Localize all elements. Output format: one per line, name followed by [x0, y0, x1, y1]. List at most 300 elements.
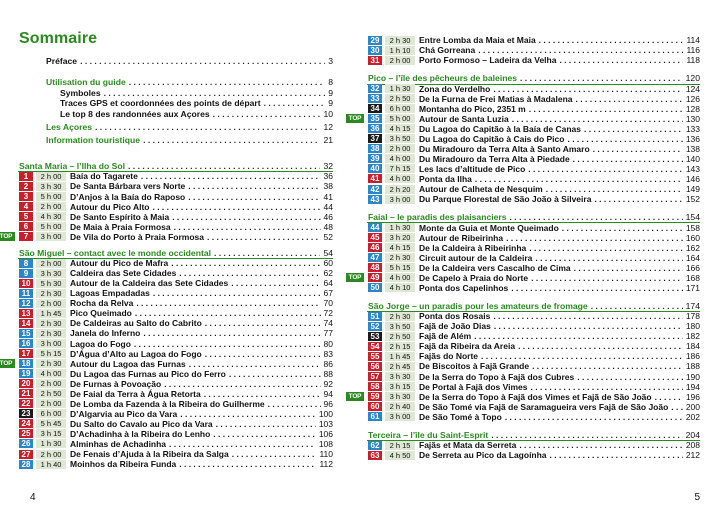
leader-dots — [493, 84, 683, 94]
toc-entry-page: 3 — [328, 56, 333, 66]
route-duration: 4 h 00 — [385, 174, 415, 183]
route-duration: 3 h 00 — [385, 412, 415, 421]
route-page: 96 — [323, 398, 333, 409]
route-duration: 1 h 45 — [36, 309, 66, 318]
route-page: 103 — [318, 418, 333, 429]
route-row — [370, 321, 700, 332]
route-page: 92 — [323, 378, 333, 389]
route-row — [370, 133, 700, 144]
route-name: De Santa Bárbara vers Norte — [70, 181, 186, 192]
route-page: 182 — [685, 331, 700, 342]
route-duration: 2 h 00 — [36, 299, 66, 308]
route-row — [370, 361, 700, 372]
front-matter-list — [46, 56, 333, 146]
leader-dots — [574, 263, 683, 273]
route-page: 74 — [323, 318, 333, 329]
leader-dots — [529, 243, 683, 253]
route-page: 136 — [685, 133, 700, 144]
leader-dots — [511, 283, 683, 293]
route-name: Fajã de Além — [419, 331, 472, 342]
route-duration: 5 h 00 — [36, 222, 66, 231]
route-row — [23, 258, 333, 269]
route-page: 48 — [323, 221, 333, 232]
page-number-left: 4 — [30, 492, 36, 503]
route-name: Du Lagoa do Capitão à Cais do Pico — [419, 133, 565, 144]
leader-dots — [136, 298, 320, 308]
route-page: 126 — [685, 93, 700, 104]
route-row — [21, 328, 333, 339]
section-heading-page: 120 — [685, 73, 700, 84]
leader-dots — [474, 331, 683, 341]
leader-dots — [491, 430, 682, 440]
leader-dots — [519, 440, 682, 450]
route-duration: 2 h 30 — [385, 253, 415, 262]
route-duration: 2 h 00 — [36, 259, 66, 268]
route-duration: 3 h 15 — [385, 382, 415, 391]
route-number: 10 — [19, 279, 33, 288]
route-name: De Serreta au Pico da Lagoínha — [419, 450, 547, 461]
toc-entry — [46, 77, 333, 87]
top-badge: TOP — [0, 232, 15, 241]
toc-entry-label: Le top 8 des randonnées aux Açores — [60, 108, 210, 119]
route-duration: 1 h 10 — [385, 46, 415, 55]
route-duration: 2 h 20 — [385, 185, 415, 194]
route-row — [21, 288, 333, 299]
route-duration: 4 h 00 — [385, 154, 415, 163]
route-row — [21, 449, 333, 460]
route-page: 72 — [323, 308, 333, 319]
route-page: 118 — [686, 55, 700, 66]
top-badge: TOP — [346, 392, 364, 401]
leader-dots — [214, 248, 320, 258]
leader-dots — [129, 77, 325, 87]
route-page: 44 — [323, 201, 333, 212]
route-name: Fajã de João Dias — [419, 321, 491, 332]
leader-dots — [141, 171, 321, 181]
route-name: Autour de Ribeirinha — [419, 232, 504, 243]
toc-entry-label: Traces GPS et coordonnées des points de départ — [60, 98, 261, 109]
route-number: 25 — [19, 429, 33, 438]
route-name: De la Serra do Topo à Fajã dos Cubres — [419, 371, 575, 382]
section-heading-page: 32 — [323, 161, 333, 171]
route-row — [370, 381, 700, 392]
leader-dots — [229, 369, 321, 379]
route-duration: 3 h 15 — [36, 429, 66, 438]
route-duration: 3 h 00 — [385, 195, 415, 204]
leader-dots — [593, 144, 683, 154]
route-row — [370, 401, 700, 412]
route-row — [370, 371, 700, 382]
route-row — [370, 45, 700, 56]
route-name: Lagoas Empadadas — [70, 288, 150, 299]
route-duration: 2 h 00 — [36, 450, 66, 459]
route-duration: 4 h 10 — [385, 283, 415, 292]
toc-entry — [46, 88, 333, 98]
route-number: 22 — [19, 399, 33, 408]
route-page: 52 — [323, 231, 333, 242]
section-heading-page: 154 — [685, 212, 700, 223]
route-name: Du Parque Florestal de São João à Silveira — [419, 194, 592, 205]
route-number: 13 — [19, 309, 33, 318]
route-number: 47 — [368, 253, 382, 262]
route-page: 188 — [685, 361, 700, 372]
route-row — [21, 398, 333, 409]
route-page: 46 — [323, 211, 333, 222]
leader-dots — [213, 109, 321, 119]
route-duration: 1 h 40 — [36, 460, 66, 469]
leader-dots — [475, 174, 683, 184]
route-number: 27 — [19, 450, 33, 459]
route-duration: 3 h 30 — [385, 392, 415, 401]
route-row — [21, 368, 333, 379]
route-duration: 5 h 15 — [36, 349, 66, 358]
route-duration: 3 h 00 — [36, 339, 66, 348]
section-heading-title: São Miguel – contact avec le monde occidental — [19, 247, 211, 258]
route-name: De Capelo à Praia do Norte — [419, 272, 529, 283]
leader-dots — [584, 124, 683, 134]
page-title: Sommaire — [19, 30, 98, 47]
section-heading-page: 174 — [685, 300, 700, 311]
route-duration: 2 h 00 — [36, 379, 66, 388]
route-duration: 2 h 15 — [385, 342, 415, 351]
route-name: Zona do Verdelho — [419, 83, 491, 94]
route-number: 63 — [368, 451, 382, 460]
route-name: Caldeira das Sete Cidades — [70, 268, 177, 279]
route-name: De Santo Espírito à Maia — [70, 211, 170, 222]
route-name: Baía do Tagarete — [70, 171, 138, 182]
route-page: 116 — [686, 45, 700, 56]
route-number: 4 — [19, 202, 33, 211]
route-duration: 2 h 30 — [385, 36, 415, 45]
route-number: 60 — [368, 402, 382, 411]
route-page: 190 — [685, 371, 700, 382]
route-name: Lagoa do Fogo — [70, 338, 131, 349]
leader-dots — [216, 419, 316, 429]
route-number: 58 — [368, 382, 382, 391]
route-duration: 2 h 45 — [385, 362, 415, 371]
route-duration: 2 h 15 — [385, 441, 415, 450]
route-row — [370, 184, 700, 195]
leader-dots — [550, 450, 683, 460]
route-number: 20 — [19, 379, 33, 388]
leader-dots — [171, 258, 320, 268]
route-number: 59 — [368, 392, 382, 401]
route-duration: 4 h 30 — [36, 212, 66, 221]
route-duration: 6 h 00 — [385, 104, 415, 113]
route-name: De Fenais d’Ajuda à la Ribeira da Salga — [70, 449, 229, 460]
route-page: 143 — [685, 163, 700, 174]
route-duration: 2 h 40 — [385, 402, 415, 411]
section-heading — [19, 248, 333, 258]
route-page: 146 — [685, 173, 700, 184]
route-duration: 7 h 15 — [385, 164, 415, 173]
section-heading-title: Faial – le paradis des plaisanciers — [368, 212, 507, 223]
toc-entry-page: 10 — [323, 108, 333, 119]
route-number: 62 — [368, 441, 382, 450]
route-row — [370, 411, 700, 422]
route-row — [0, 358, 333, 369]
toc-entry-page: 9 — [328, 98, 333, 109]
route-page: 160 — [685, 232, 700, 243]
leader-dots — [205, 318, 321, 328]
route-page: 114 — [686, 35, 700, 46]
route-number: 16 — [19, 339, 33, 348]
leader-dots — [205, 349, 321, 359]
route-number: 5 — [19, 212, 33, 221]
route-row — [348, 272, 700, 283]
toc-entry — [46, 122, 333, 132]
route-name: Monte da Guia et Monte Queimado — [419, 222, 559, 233]
route-page: 178 — [685, 311, 700, 322]
route-name: De São Tomé à Topo — [419, 411, 502, 422]
section-heading-page: 204 — [685, 429, 700, 440]
section-heading-title: São Jorge – un paradis pour les amateurs de fromage — [368, 300, 588, 311]
route-number: 12 — [19, 299, 33, 308]
route-number: 38 — [368, 144, 382, 153]
route-name: Ponta dos Rosais — [419, 311, 491, 322]
route-number: 1 — [19, 172, 33, 181]
route-name: Du Lagoa do Capitão à la Baía de Canas — [419, 123, 582, 134]
route-row — [370, 153, 700, 164]
route-number: 48 — [368, 263, 382, 272]
route-row — [370, 351, 700, 362]
section-heading — [19, 161, 333, 171]
route-row — [21, 459, 333, 470]
leader-dots — [174, 222, 321, 232]
leader-dots — [188, 181, 320, 191]
route-row — [370, 262, 700, 273]
leader-dots — [510, 212, 683, 222]
route-duration: 5 h 45 — [36, 419, 66, 428]
route-name: De Caldeiras au Salto do Cabrito — [70, 318, 202, 329]
route-page: 184 — [685, 341, 700, 352]
route-duration: 2 h 00 — [36, 202, 66, 211]
route-number: 49 — [368, 273, 382, 282]
route-name: De Lomba da Fazenda à la Ribeira do Guilherme — [70, 398, 265, 409]
route-name: De la Caldeira à Ribeirinha — [419, 242, 527, 253]
route-page: 100 — [318, 408, 333, 419]
route-duration: 2 h 00 — [36, 172, 66, 181]
leader-dots — [493, 311, 682, 321]
route-duration: 4 h 15 — [385, 243, 415, 252]
route-row — [0, 231, 333, 242]
route-name: De la Furna de Frei Matias à Madalena — [419, 93, 573, 104]
route-number: 18 — [19, 359, 33, 368]
leader-dots — [528, 164, 683, 174]
route-duration: 1 h 45 — [385, 352, 415, 361]
route-duration: 4 h 15 — [385, 124, 415, 133]
route-row — [370, 242, 700, 253]
route-duration: 3 h 30 — [36, 182, 66, 191]
route-row — [21, 278, 333, 289]
route-duration: 2 h 30 — [36, 319, 66, 328]
route-number: 56 — [368, 362, 382, 371]
route-page: 149 — [685, 184, 700, 195]
route-row — [348, 391, 700, 402]
route-page: 110 — [319, 449, 333, 460]
route-number: 8 — [19, 259, 33, 268]
route-name: Du Miradouro da Terra Alta à Santo Amaro — [419, 143, 590, 154]
route-page: 128 — [685, 103, 700, 114]
leader-dots — [518, 341, 683, 351]
route-row — [370, 103, 700, 114]
route-number: 41 — [368, 174, 382, 183]
leader-dots — [207, 232, 321, 242]
route-page: 186 — [685, 351, 700, 362]
leader-dots — [576, 94, 683, 104]
route-row — [21, 438, 333, 449]
leader-dots — [577, 372, 683, 382]
route-row — [370, 282, 700, 293]
route-page: 196 — [685, 391, 700, 402]
route-number: 46 — [368, 243, 382, 252]
route-page: 138 — [685, 143, 700, 154]
route-number: 45 — [368, 233, 382, 242]
route-name: Fajãs et Mata da Serreta — [419, 440, 517, 451]
route-row — [370, 194, 700, 205]
route-name: Alminhas de Achadinha — [70, 438, 167, 449]
route-row — [21, 338, 333, 349]
route-duration: 2 h 30 — [36, 359, 66, 368]
leader-dots — [494, 321, 683, 331]
section-heading-title: Pico – l’île des pêcheurs de baleines — [368, 73, 518, 84]
section-heading — [368, 212, 700, 222]
leader-dots — [505, 412, 683, 422]
toc-entry-page: 9 — [328, 87, 333, 98]
route-duration: 2 h 00 — [385, 56, 415, 65]
route-number: 61 — [368, 412, 382, 421]
leader-dots — [529, 104, 683, 114]
route-name: Rocha da Relva — [70, 298, 134, 309]
route-duration: 5 h 30 — [36, 279, 66, 288]
route-page: 67 — [323, 288, 333, 299]
route-duration: 1 h 30 — [385, 84, 415, 93]
route-row — [370, 35, 700, 46]
route-number: 40 — [368, 164, 382, 173]
route-duration: 2 h 30 — [385, 312, 415, 321]
route-row — [23, 171, 333, 182]
route-number: 14 — [19, 319, 33, 328]
route-number: 3 — [19, 192, 33, 201]
leader-dots — [559, 55, 683, 65]
leader-dots — [532, 361, 683, 371]
route-row — [23, 211, 333, 222]
route-number: 57 — [368, 372, 382, 381]
route-duration: 2 h 00 — [385, 144, 415, 153]
route-page: 162 — [685, 242, 700, 253]
route-row — [23, 268, 333, 279]
leader-dots — [573, 154, 683, 164]
route-row — [21, 388, 333, 399]
route-duration: 3 h 50 — [385, 134, 415, 143]
toc-entry-label: Les Açores — [46, 121, 93, 132]
section-heading — [368, 430, 700, 440]
route-number: 54 — [368, 342, 382, 351]
route-page: 83 — [323, 348, 333, 359]
route-number: 2 — [19, 182, 33, 191]
route-duration: 2 h 00 — [36, 399, 66, 408]
route-row — [370, 440, 700, 451]
route-name: Les lacs d’altitude de Pico — [419, 163, 526, 174]
route-name: Janela do Inferno — [70, 328, 141, 339]
route-name: Fajãs do Norte — [419, 351, 479, 362]
route-number: 11 — [19, 289, 33, 298]
route-number: 55 — [368, 352, 382, 361]
leader-dots — [152, 202, 320, 212]
route-number: 21 — [19, 389, 33, 398]
leader-dots — [531, 382, 683, 392]
route-number: 33 — [368, 94, 382, 103]
route-page: 200 — [685, 401, 700, 412]
route-number: 23 — [19, 409, 33, 418]
route-row — [23, 191, 333, 202]
route-duration: 6 h 00 — [36, 409, 66, 418]
route-duration: 4 h 50 — [385, 451, 415, 460]
toc-entry-page: 21 — [323, 135, 333, 146]
route-row — [21, 308, 333, 319]
route-row — [21, 348, 333, 359]
section-heading-title: Santa Maria – l’Ilha do Sol — [19, 161, 126, 171]
right-toc — [348, 35, 700, 461]
route-page: 80 — [323, 338, 333, 349]
route-name: Autour de Santa Luzia — [419, 113, 509, 124]
route-row — [370, 252, 700, 263]
leader-dots — [95, 122, 320, 132]
route-name: De Portal à Fajã dos Vimes — [419, 381, 528, 392]
route-page: 212 — [685, 450, 700, 461]
route-row — [21, 318, 333, 329]
route-number: 36 — [368, 124, 382, 133]
route-name: De la Caldeira vers Cascalho de Cima — [419, 262, 571, 273]
route-name: D’Anjos à la Baía do Raposo — [70, 191, 186, 202]
route-page: 86 — [323, 358, 333, 369]
route-page: 168 — [685, 272, 700, 283]
route-number: 43 — [368, 195, 382, 204]
leader-dots — [567, 134, 682, 144]
route-name: De Biscoitos à Fajã Grande — [419, 361, 530, 372]
section-heading — [368, 73, 700, 83]
leader-dots — [180, 409, 316, 419]
route-page: 171 — [685, 282, 700, 293]
leader-dots — [213, 429, 316, 439]
right-page — [348, 0, 720, 510]
route-name: Montanha do Pico, 2351 m — [419, 103, 526, 114]
route-row — [370, 331, 700, 342]
route-number: 35 — [368, 114, 382, 123]
route-name: Autour du Lagoa das Furnas — [70, 358, 186, 369]
route-duration: 3 h 50 — [385, 322, 415, 331]
route-number: 30 — [368, 46, 382, 55]
route-name: Ponta da Ilha — [419, 173, 472, 184]
leader-dots — [104, 88, 326, 98]
leader-dots — [268, 399, 321, 409]
leader-dots — [478, 45, 683, 55]
route-duration: 5 h 00 — [385, 114, 415, 123]
route-page: 64 — [323, 278, 333, 289]
leader-dots — [231, 278, 320, 288]
route-duration: 1 h 30 — [385, 223, 415, 232]
section-heading-page: 54 — [323, 247, 333, 258]
toc-entry — [46, 109, 333, 119]
route-number: 6 — [19, 222, 33, 231]
route-name: Pico Queimado — [70, 308, 132, 319]
left-toc — [0, 161, 333, 470]
route-number: 17 — [19, 349, 33, 358]
route-duration: 2 h 50 — [385, 94, 415, 103]
page-number-right: 5 — [694, 492, 700, 503]
route-number: 29 — [368, 36, 382, 45]
route-number: 42 — [368, 185, 382, 194]
